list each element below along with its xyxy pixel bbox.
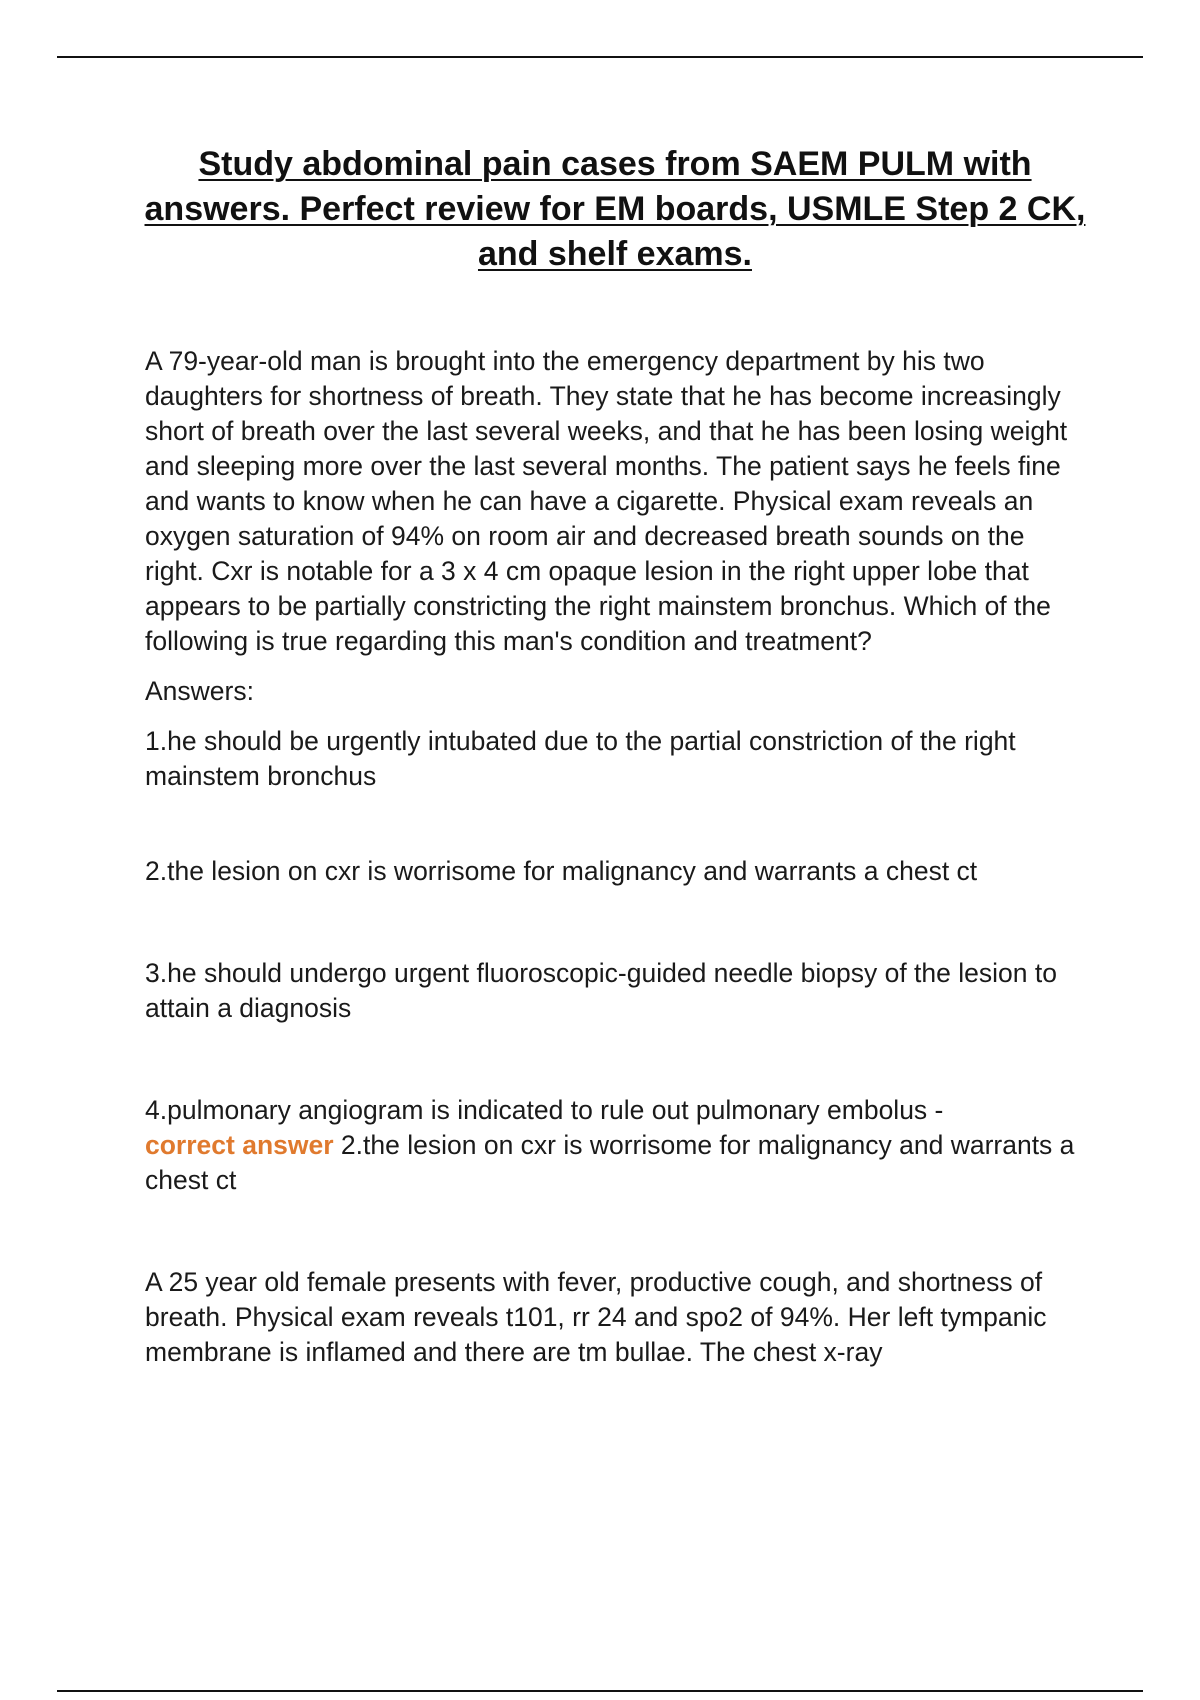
correct-answer-text: 2.the lesion on cxr is worrisome for malignancy and warrants a chest ct [145, 1130, 1075, 1195]
answer-option-3: 3.he should undergo urgent fluoroscopic-guided needle biopsy of the lesion to attain a diagnosis [145, 958, 1057, 1023]
top-rule [57, 56, 1143, 58]
answer-option-2: 2.the lesion on cxr is worrisome for malignancy and warrants a chest ct [145, 856, 978, 886]
answers-label: Answers: [145, 676, 254, 706]
question-1-stem: A 79-year-old man is brought into the emergency department by his two daughters for shortness of breath. They state that he has become increasingly short of breath over the last several weeks, and that he has been losing weight and sleeping more over the last several months. The patient says he feels fine and wants to know when he can have a cigarette. Physical exam reveals an oxygen saturation of 94% on room air and decreased breath sounds on the right. Cxr is notable for a 3 x 4 cm opaque lesion in the right upper lobe that appears to be partially constricting the right mainstem bronchus. Which of the following is true regarding this man's condition and treatment? [145, 346, 1068, 656]
correct-answer-label: correct answer [145, 1130, 334, 1160]
document-title: Study abdominal pain cases from SAEM PULM with answers. Perfect review for EM boards, USMLE Step 2 CK, and shelf exams. [144, 145, 1086, 273]
question-2-stem: A 25 year old female presents with fever, productive cough, and shortness of breath. Physical exam reveals t101, rr 24 and spo2 of 94%. Her left tympanic membrane is inflamed and there are tm bullae. The chest x-ray [145, 1267, 1047, 1367]
answer-option-1: 1.he should be urgently intubated due to the partial constriction of the right mainstem bronchus [145, 726, 1016, 791]
document-body [145, 344, 1090, 1370]
answer-option-4-with-key [145, 1093, 1090, 1198]
answer-option-4: 4.pulmonary angiogram is indicated to rule out pulmonary embolus - [145, 1095, 944, 1125]
bottom-rule [57, 1690, 1143, 1692]
